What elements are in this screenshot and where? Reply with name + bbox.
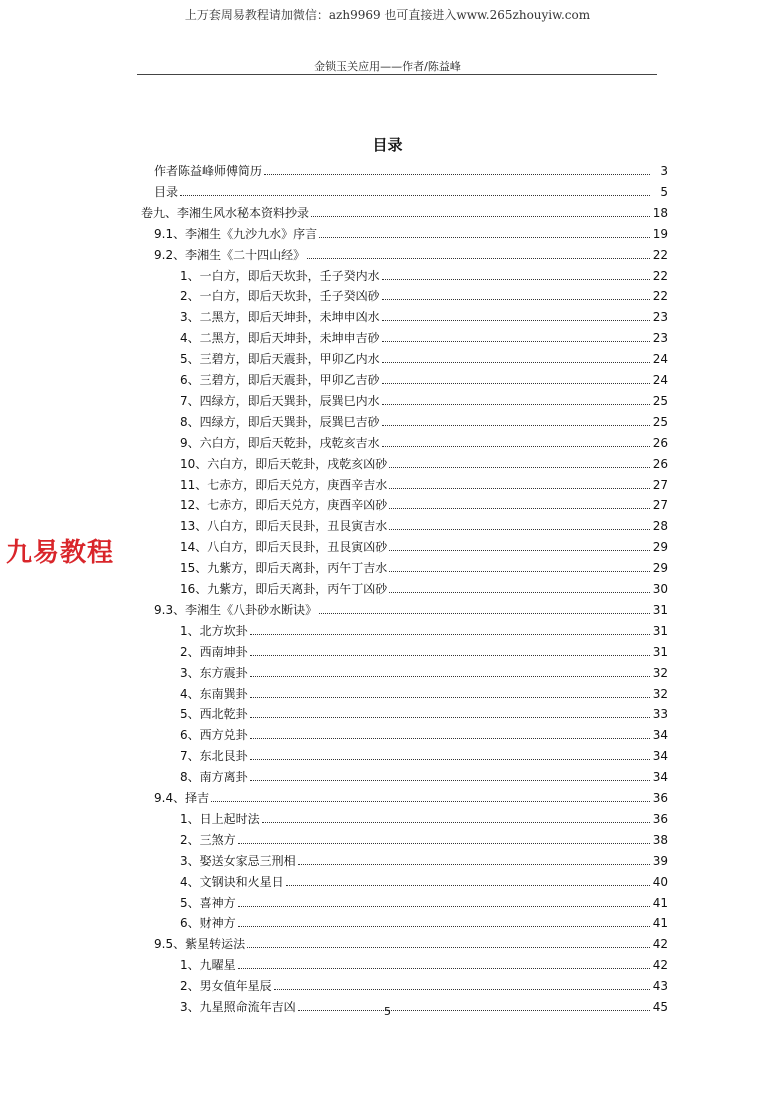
toc-entry-label: 卷九、李湘生风水秘本资料抄录	[141, 206, 310, 220]
toc-entry-page: 27	[652, 498, 668, 512]
toc-entry-label: 5、西北乾卦	[180, 707, 248, 721]
toc-entry-page: 28	[652, 519, 668, 533]
toc-entry-label: 7、四绿方，即后天巽卦，辰巽巳内水	[180, 394, 380, 408]
toc-entry-label: 3、九星照命流年吉凶	[180, 1000, 296, 1014]
toc-entry-page: 38	[652, 833, 668, 847]
toc-entry-label: 4、东南巽卦	[180, 687, 248, 701]
dot-leader	[319, 237, 650, 238]
toc-entry-page: 39	[652, 854, 668, 868]
toc-entry-label: 3、二黑方，即后天坤卦，未坤申凶水	[180, 310, 380, 324]
toc-entry[interactable]	[180, 284, 668, 304]
toc-entry-label: 6、财神方	[180, 916, 236, 930]
toc-entry-label: 作者陈益峰师傅简历	[154, 164, 263, 178]
toc-entry-page: 32	[652, 687, 668, 701]
dot-leader	[389, 571, 650, 572]
banner-text: 上万套周易教程请加微信：azh9969 也可直接进入www.265zhouyiw.com	[184, 8, 591, 22]
toc-entry-page: 40	[652, 875, 668, 889]
toc-entry-label: 1、九曜星	[180, 958, 236, 972]
toc-entry[interactable]	[180, 974, 668, 994]
dot-leader	[211, 801, 650, 802]
page-number: 5	[384, 1005, 391, 1018]
toc-entry-label: 11、七赤方，即后天兑方，庚酉辛吉水	[180, 478, 388, 492]
watermark: 九易教程	[6, 538, 115, 568]
toc-entry-label: 4、文钢诀和火星日	[180, 875, 284, 889]
dot-leader	[250, 655, 650, 656]
toc-entry[interactable]	[180, 452, 668, 472]
toc-entry-page: 42	[652, 958, 668, 972]
toc-entry[interactable]	[180, 661, 668, 681]
toc-entry[interactable]	[180, 431, 668, 451]
toc-entry-label: 9.2、李湘生《二十四山经》	[154, 248, 306, 262]
toc-entry[interactable]	[180, 264, 668, 284]
toc-entry-label: 1、日上起时法	[180, 812, 260, 826]
toc-entry-page: 33	[652, 707, 668, 721]
toc-entry-label: 7、东北艮卦	[180, 749, 248, 763]
dot-leader	[382, 320, 650, 321]
dot-leader	[389, 550, 650, 551]
toc-entry-label: 13、八白方，即后天艮卦，丑艮寅吉水	[180, 519, 388, 533]
dot-leader	[389, 592, 650, 593]
toc-entry[interactable]	[180, 849, 668, 869]
toc-entry-page: 41	[652, 916, 668, 930]
toc-entry-page: 23	[652, 331, 668, 345]
toc-entry-page: 25	[652, 394, 668, 408]
dot-leader	[382, 425, 650, 426]
toc-entry-page: 42	[652, 937, 668, 951]
toc-entry-page: 23	[652, 310, 668, 324]
toc-entry[interactable]	[180, 305, 668, 325]
toc-entry-label: 3、东方震卦	[180, 666, 248, 680]
toc-entry-label: 4、二黑方，即后天坤卦，未坤申吉砂	[180, 331, 380, 345]
dot-leader	[250, 634, 650, 635]
dot-leader	[298, 864, 650, 865]
toc-entry[interactable]	[154, 243, 668, 263]
dot-leader	[389, 488, 650, 489]
toc-entry[interactable]	[154, 159, 668, 179]
toc-entry[interactable]	[180, 410, 668, 430]
toc-entry-page: 34	[652, 770, 668, 784]
dot-leader	[238, 843, 650, 844]
toc-entry[interactable]	[180, 640, 668, 660]
toc-entry-label: 9.5、紫星转运法	[154, 937, 246, 951]
toc-entry-label: 8、四绿方，即后天巽卦，辰巽巳吉砂	[180, 415, 380, 429]
toc-entry-page: 32	[652, 666, 668, 680]
toc-entry[interactable]	[180, 765, 668, 785]
dot-leader	[382, 279, 650, 280]
page-title: 目录	[372, 136, 403, 154]
toc-entry[interactable]	[154, 598, 668, 618]
toc-entry-page: 31	[652, 624, 668, 638]
toc-entry-page: 31	[652, 603, 668, 617]
toc-entry[interactable]	[180, 702, 668, 722]
dot-leader	[382, 446, 650, 447]
toc-entry-label: 9.4、择吉	[154, 791, 210, 805]
toc-entry-page: 22	[652, 269, 668, 283]
toc-entry-page: 45	[652, 1000, 668, 1014]
toc-entry-label: 2、男女值年星辰	[180, 979, 272, 993]
toc-entry-label: 5、三碧方，即后天震卦，甲卯乙内水	[180, 352, 380, 366]
toc-entry-page: 24	[652, 352, 668, 366]
toc-entry[interactable]	[180, 535, 668, 555]
toc-entry[interactable]	[180, 473, 668, 493]
toc-entry-page: 34	[652, 728, 668, 742]
dot-leader	[382, 299, 650, 300]
toc-entry-label: 9、六白方，即后天乾卦，戌乾亥吉水	[180, 436, 380, 450]
dot-leader	[250, 717, 650, 718]
dot-leader	[250, 697, 650, 698]
dot-leader	[382, 341, 650, 342]
toc-entry[interactable]	[180, 807, 668, 827]
dot-leader	[262, 822, 650, 823]
dot-leader	[382, 362, 650, 363]
toc-entry-page: 29	[652, 540, 668, 554]
toc-entry-page: 24	[652, 373, 668, 387]
toc-entry-page: 43	[652, 979, 668, 993]
dot-leader	[319, 613, 650, 614]
dot-leader	[250, 738, 650, 739]
toc-entry[interactable]	[180, 326, 668, 346]
dot-leader	[389, 529, 650, 530]
toc-entry-label: 3、娶送女家忌三刑相	[180, 854, 296, 868]
toc-entry-page: 26	[652, 436, 668, 450]
toc-entry[interactable]	[180, 870, 668, 890]
dot-leader	[382, 383, 650, 384]
toc-entry-label: 2、三煞方	[180, 833, 236, 847]
toc-entry[interactable]	[180, 891, 668, 911]
toc-entry[interactable]	[154, 786, 668, 806]
toc-entry[interactable]	[154, 180, 668, 200]
toc-entry-page: 31	[652, 645, 668, 659]
toc-entry-page: 19	[652, 227, 668, 241]
toc-entry-label: 2、一白方，即后天坎卦，壬子癸凶砂	[180, 289, 380, 303]
dot-leader	[382, 404, 650, 405]
dot-leader	[250, 759, 650, 760]
toc-entry-label: 12、七赤方，即后天兑方，庚酉辛凶砂	[180, 498, 388, 512]
dot-leader	[307, 258, 650, 259]
toc-entry[interactable]	[180, 368, 668, 388]
toc-entry[interactable]	[180, 514, 668, 534]
toc-entry-page: 30	[652, 582, 668, 596]
toc-entry-page: 29	[652, 561, 668, 575]
toc-entry[interactable]	[180, 828, 668, 848]
toc-entry-label: 15、九紫方，即后天离卦，丙午丁吉水	[180, 561, 388, 575]
toc-entry-label: 5、喜神方	[180, 896, 236, 910]
toc-entry-page: 5	[660, 185, 668, 199]
toc-entry[interactable]	[180, 723, 668, 743]
dot-leader	[274, 989, 650, 990]
toc-entry[interactable]	[180, 744, 668, 764]
dot-leader	[311, 216, 650, 217]
toc-entry[interactable]	[180, 556, 668, 576]
running-header: 金锁玉关应用——作者/陈益峰	[314, 60, 461, 73]
toc-entry[interactable]	[180, 493, 668, 513]
toc-entry-page: 25	[652, 415, 668, 429]
toc-entry-page: 26	[652, 457, 668, 471]
toc-entry-label: 10、六白方，即后天乾卦，戌乾亥凶砂	[180, 457, 388, 471]
header-divider	[137, 74, 657, 75]
toc-entry-page: 18	[652, 206, 668, 220]
dot-leader	[247, 947, 650, 948]
toc-entry-label: 9.3、李湘生《八卦砂水断诀》	[154, 603, 318, 617]
dot-leader	[238, 968, 650, 969]
toc-entry-label: 1、北方坎卦	[180, 624, 248, 638]
dot-leader	[389, 508, 650, 509]
toc-entry-label: 9.1、李湘生《九沙九水》序言	[154, 227, 318, 241]
toc-entry[interactable]	[154, 222, 668, 242]
dot-leader	[286, 885, 650, 886]
toc-entry[interactable]	[154, 932, 668, 952]
toc-entry-page: 27	[652, 478, 668, 492]
toc-entry-label: 16、九紫方，即后天离卦，丙午丁凶砂	[180, 582, 388, 596]
dot-leader	[250, 780, 650, 781]
toc-entry[interactable]	[180, 347, 668, 367]
toc-entry[interactable]	[180, 389, 668, 409]
toc-entry-page: 36	[652, 812, 668, 826]
toc-entry-label: 目录	[154, 185, 179, 199]
toc-entry-page: 34	[652, 749, 668, 763]
toc-entry-label: 8、南方离卦	[180, 770, 248, 784]
toc-entry-page: 3	[660, 164, 668, 178]
dot-leader	[250, 676, 650, 677]
dot-leader	[238, 906, 650, 907]
toc-entry[interactable]	[180, 682, 668, 702]
dot-leader	[264, 174, 650, 175]
toc-entry[interactable]	[141, 201, 668, 221]
toc-entry-page: 36	[652, 791, 668, 805]
toc-entry[interactable]	[180, 953, 668, 973]
toc-entry-page: 41	[652, 896, 668, 910]
toc-entry-page: 22	[652, 248, 668, 262]
toc-entry-label: 14、八白方，即后天艮卦，丑艮寅凶砂	[180, 540, 388, 554]
toc-entry-label: 6、西方兑卦	[180, 728, 248, 742]
dot-leader	[180, 195, 650, 196]
dot-leader	[389, 467, 650, 468]
dot-leader	[238, 926, 650, 927]
toc-entry[interactable]	[180, 619, 668, 639]
toc-entry-page: 22	[652, 289, 668, 303]
toc-entry[interactable]	[180, 911, 668, 931]
toc-entry-label: 2、西南坤卦	[180, 645, 248, 659]
toc-entry-label: 6、三碧方，即后天震卦，甲卯乙吉砂	[180, 373, 380, 387]
toc-entry[interactable]	[180, 577, 668, 597]
toc-entry-label: 1、一白方，即后天坎卦，壬子癸内水	[180, 269, 380, 283]
